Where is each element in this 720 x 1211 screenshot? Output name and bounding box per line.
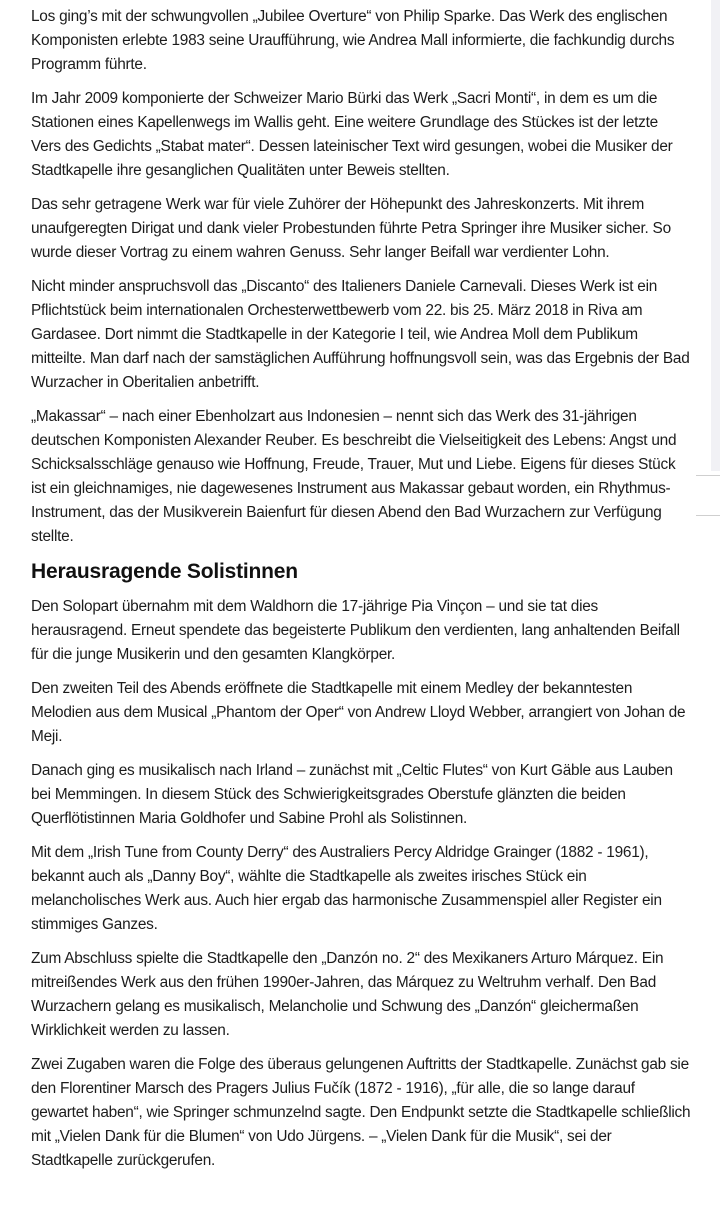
side-panel — [711, 0, 720, 471]
side-divider-top — [696, 475, 720, 476]
paragraph: Zum Abschluss spielte die Stadtkapelle den „Danzón no. 2“ des Mexikaners Arturo Márquez. Ein mitreißendes Werk aus den frühen 1990er-Jahren, das Márquez zu Weltruhm verhalf. Den Bad Wurzachern gelang es musikalisch, Melancholie und Schwung des „Danzón“ gleichermaßen Wirklichkeit werden zu lassen. — [31, 950, 664, 1039]
paragraph: „Makassar“ – nach einer Ebenholzart aus Indonesien – nennt sich das Werk des 31-jährigen deutschen Komponisten Alexander Reuber. Es beschreibt die Vielseitigkeit des Lebens: Angst und Schicksalsschläge genauso wie Hoffnung, Freude, Trauer, Mut und Liebe. Eigens für dieses Stück ist ein gleichnamiges, nie dagewesenes Instrument aus Makassar gebaut worden, ein Rhythmus-Instrument, das der Musikverein Baienfurt für diesen Abend den Bad Wurzachern zur Verfügung stellte. — [31, 408, 677, 545]
side-divider-bottom — [696, 515, 720, 516]
paragraph: Im Jahr 2009 komponierte der Schweizer Mario Bürki das Werk „Sacri Monti“, in dem es um die Stationen eines Kapellenwegs im Wallis geht. Eine weitere Grundlage des Stückes ist der letzte Vers des Gedichts „Stabat mater“. Dessen lateinischer Text wird gesungen, wobei die Musiker der Stadtkapelle ihre gesanglichen Qualitäten unter Beweis stellten. — [31, 90, 673, 179]
paragraph: Zwei Zugaben waren die Folge des überaus gelungenen Auftritts der Stadtkapelle. Zunächst gab sie den Florentiner Marsch des Pragers Julius Fučík (1872 - 1916), „für alle, die so lange darauf gewartet haben“, wie Springer schmunzelnd sagte. Den Endpunkt setzte die Stadtkapelle schließlich mit „Vielen Dank für die Blumen“ von Udo Jürgens. – „Vielen Dank für die Musik“, sei der Stadtkapelle zurückgerufen. — [31, 1056, 691, 1169]
paragraph: Los ging’s mit der schwungvollen „Jubilee Overture“ von Philip Sparke. Das Werk des englischen Komponisten erlebte 1983 seine Uraufführung, wie Andrea Mall informierte, die fachkundig durchs Programm führte. — [31, 8, 675, 73]
paragraph: Danach ging es musikalisch nach Irland – zunächst mit „Celtic Flutes“ von Kurt Gäble aus Lauben bei Memmingen. In diesem Stück des Schwierigkeitsgrades Oberstufe glänzten die beiden Querflötistinnen Maria Goldhofer und Sabine Prohl als Solistinnen. — [31, 762, 673, 827]
paragraph: Den zweiten Teil des Abends eröffnete die Stadtkapelle mit einem Medley der bekanntesten Melodien aus dem Musical „Phantom der Oper“ von Andrew Lloyd Webber, arrangiert von Johan de Meji. — [31, 680, 686, 745]
paragraph: Das sehr getragene Werk war für viele Zuhörer der Höhepunkt des Jahreskonzerts. Mit ihrem unaufgeregten Dirigat und dank vieler Probestunden führte Petra Springer ihre Musiker sicher. So wurde dieser Vortrag zu einem wahren Genuss. Sehr langer Beifall war verdienter Lohn. — [31, 196, 671, 261]
paragraph: Nicht minder anspruchsvoll das „Discanto“ des Italieners Daniele Carnevali. Dieses Werk ist ein Pflichtstück beim internationalen Orchesterwettbewerb vom 22. bis 25. März 2018 in Riva am Gardasee. Dort nimmt die Stadtkapelle in der Kategorie I teil, wie Andrea Moll dem Publikum mitteilte. Man darf nach der samstäglichen Aufführung hoffnungsvoll sein, was das Ergebnis der Bad Wurzacher in Oberitalien anbetrifft. — [31, 278, 690, 391]
section-heading: Herausragende Solistinnen — [31, 560, 298, 583]
article-body — [31, 5, 691, 1183]
paragraph: Den Solopart übernahm mit dem Waldhorn die 17-jährige Pia Vinçon – und sie tat dies herausragend. Erneut spendete das begeisterte Publikum den verdienten, lang anhaltenden Beifall für die junge Musikerin und den gesamten Klangkörper. — [31, 598, 680, 663]
paragraph: Mit dem „Irish Tune from County Derry“ des Australiers Percy Aldridge Grainger (1882 - 1961), bekannt auch als „Danny Boy“, wählte die Stadtkapelle als zweites irisches Stück ein melancholisches Werk aus. Auch hier ergab das harmonische Zusammenspiel aller Register ein stimmiges Ganzes. — [31, 844, 662, 933]
